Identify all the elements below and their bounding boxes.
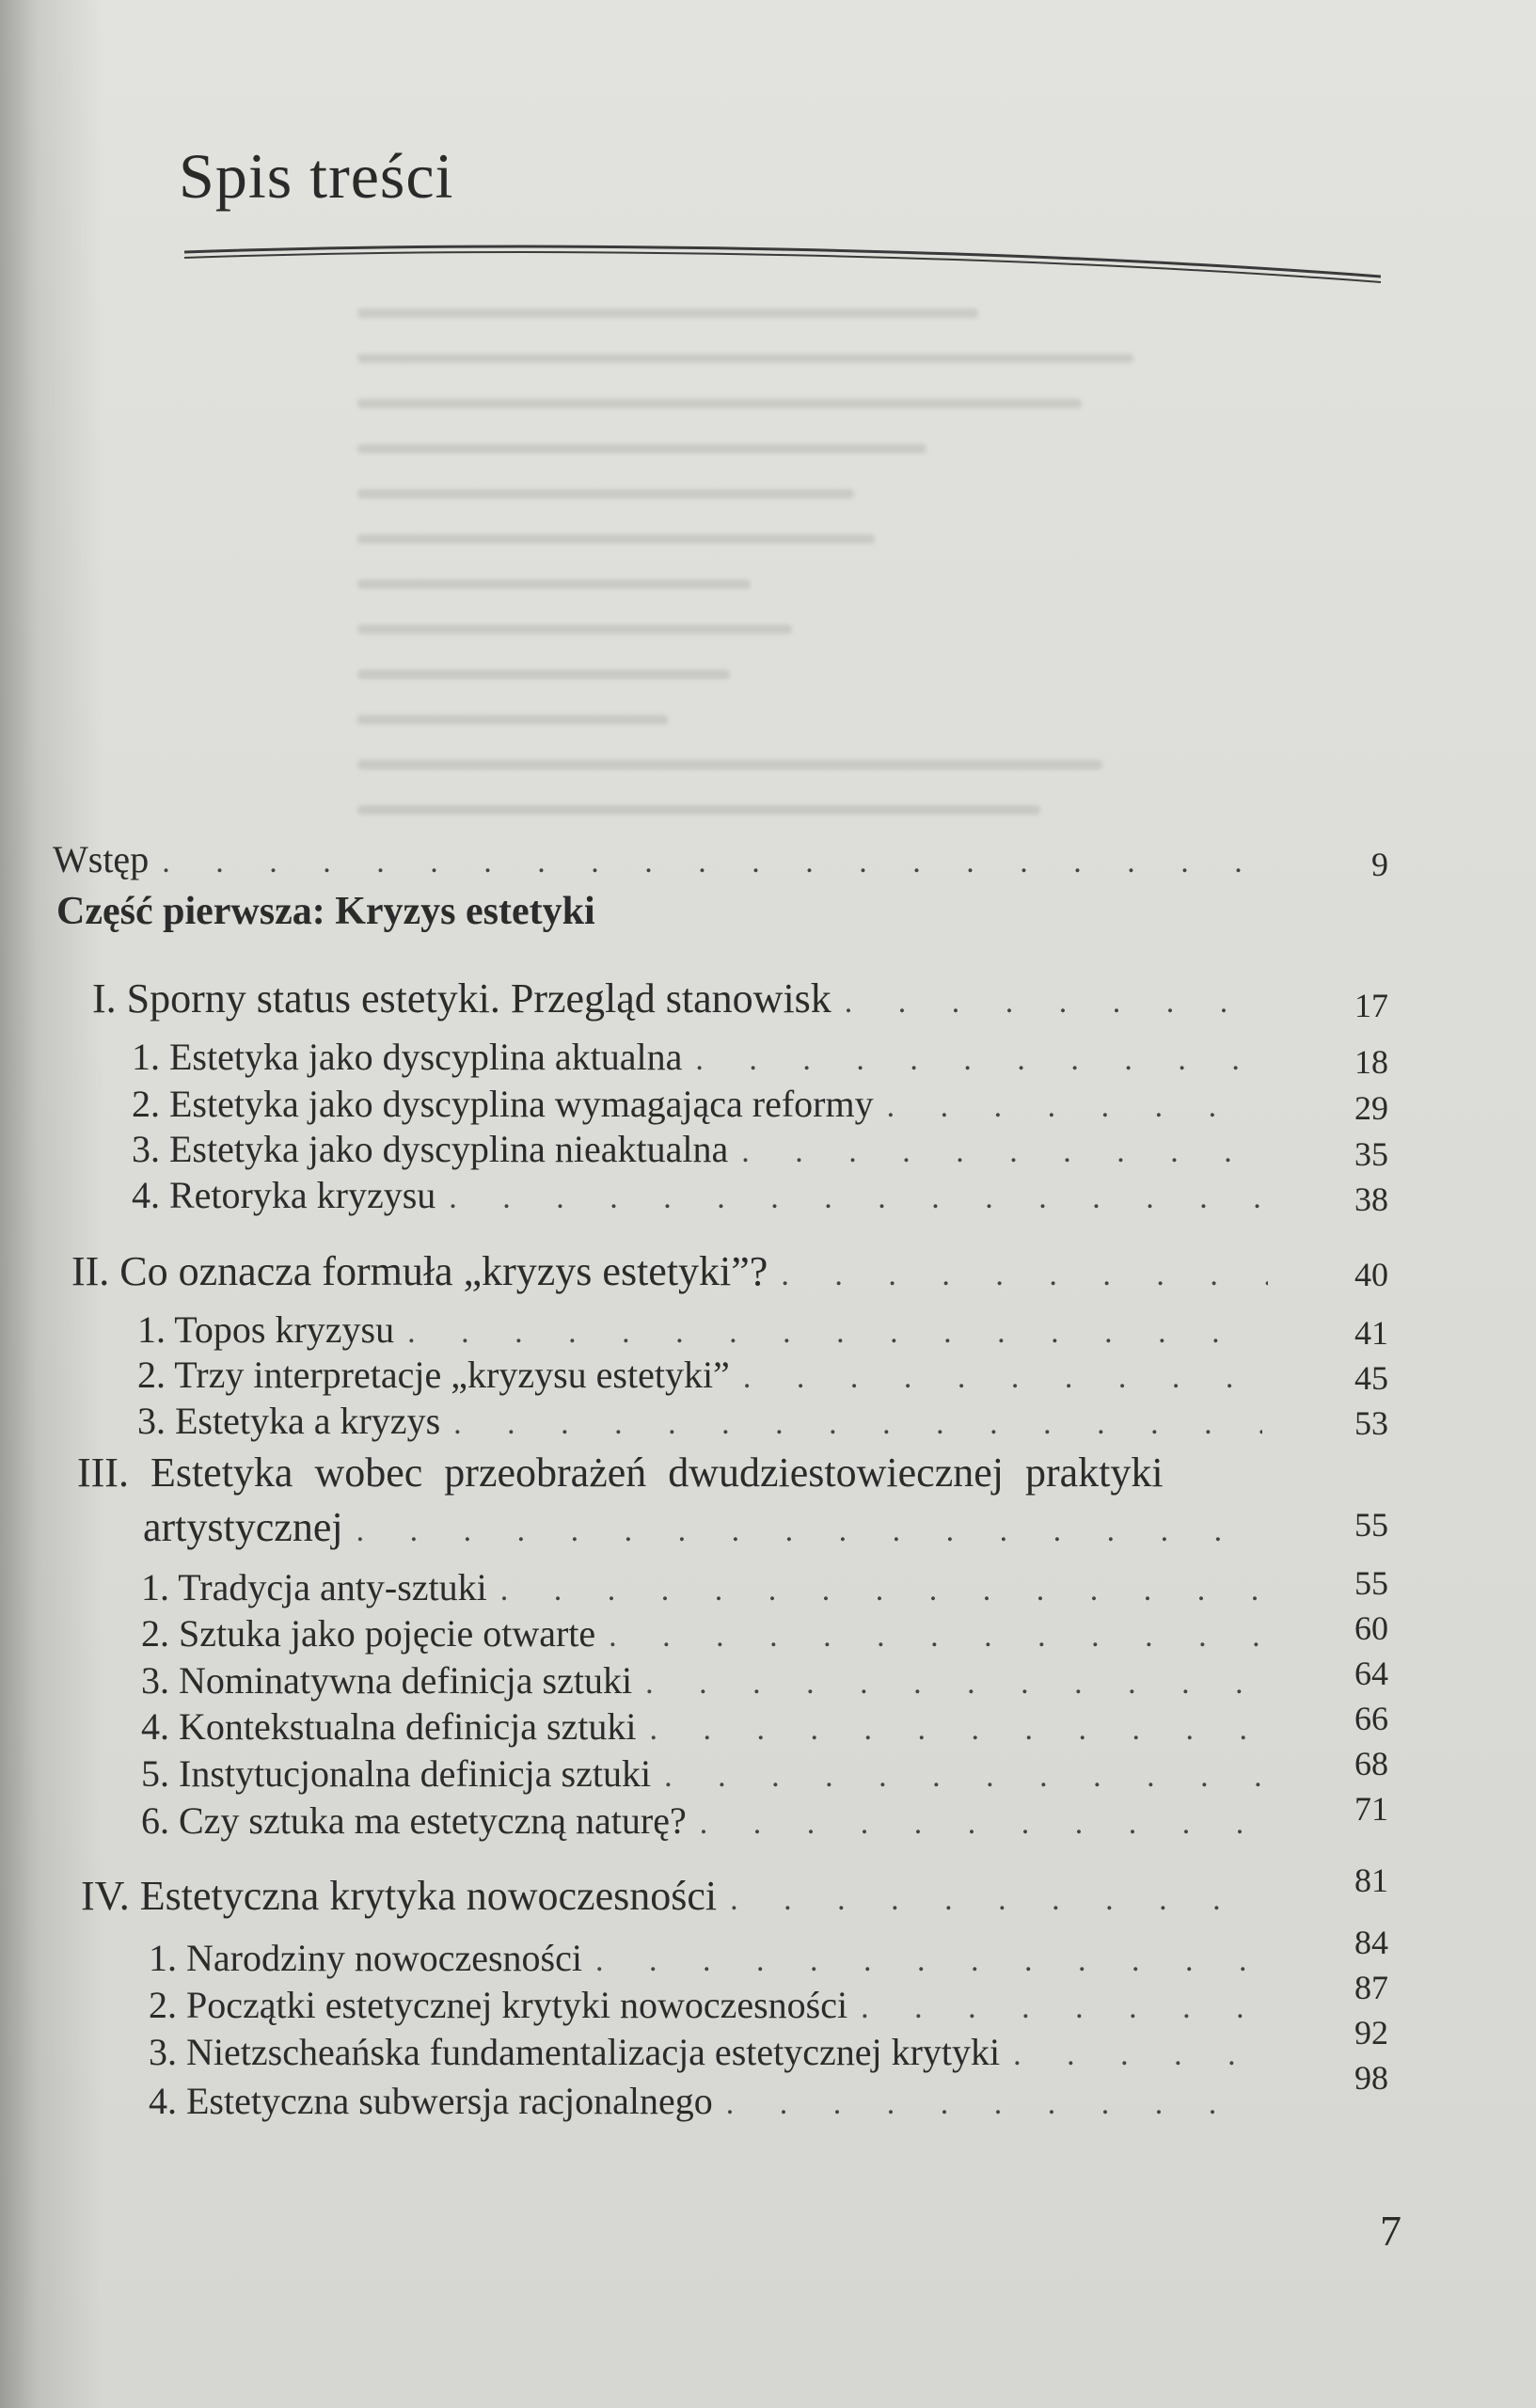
toc-section-label: 2. Sztuka jako pojęcie otwarte — [141, 1612, 596, 1655]
toc-section-label: 3. Estetyka jako dyscyplina nieaktualna — [132, 1128, 729, 1170]
leader-dots — [1013, 2036, 1264, 2075]
leader-dots — [861, 1989, 1264, 2028]
toc-section — [149, 2079, 1264, 2124]
toc-chapter-label: I. Sporny status estetyki. Przegląd stanowisk — [92, 975, 831, 1022]
toc-section-label: 3. Estetyka a kryzys — [137, 1400, 441, 1442]
toc-page-number: 81 — [1354, 1861, 1388, 1899]
toc-page-number: 98 — [1354, 2059, 1388, 2097]
toc-section — [141, 1565, 1262, 1610]
toc-chapter-label: IV. Estetyczna krytyka nowoczesności — [81, 1873, 718, 1919]
toc-section-label: 2. Trzy interpretacje „kryzysu estetyki” — [137, 1354, 730, 1396]
toc-section — [141, 1658, 1262, 1703]
toc-page-number: 55 — [1354, 1506, 1388, 1544]
toc-section-label: 4. Kontekstualna definicja sztuki — [141, 1705, 637, 1748]
toc-page-number: 68 — [1354, 1745, 1388, 1782]
toc-section-label: 4. Retoryka kryzysu — [132, 1174, 436, 1216]
leader-dots — [356, 1513, 1268, 1551]
toc-section — [132, 1082, 1260, 1127]
toc-section-label: 6. Czy sztuka ma estetyczną naturę? — [141, 1799, 687, 1842]
toc-page-number: 45 — [1354, 1359, 1388, 1397]
toc-page-number: 87 — [1354, 1969, 1388, 2006]
page-title: Spis treści — [179, 140, 454, 212]
leader-dots — [645, 1665, 1262, 1703]
leader-dots — [726, 2085, 1264, 2124]
toc-section — [141, 1704, 1262, 1750]
leader-dots — [664, 1758, 1262, 1797]
toc-page-number: 64 — [1354, 1655, 1388, 1692]
toc-chapter-4 — [81, 1872, 1268, 1922]
toc-chapter-label: III. Estetyka wobec przeobrażeń dwudziestowiecznej praktyki — [77, 1450, 1164, 1496]
toc-page-number: 66 — [1354, 1700, 1388, 1737]
leader-dots — [500, 1572, 1262, 1610]
toc-page-number: 17 — [1354, 987, 1388, 1024]
toc-page-number: 60 — [1354, 1609, 1388, 1647]
toc-section — [137, 1399, 1262, 1444]
toc-section-label: 1. Topos kryzysu — [137, 1308, 395, 1351]
leader-dots — [695, 1041, 1260, 1080]
toc-page-number: 35 — [1354, 1135, 1388, 1173]
leader-dots — [162, 844, 1266, 882]
toc-section — [137, 1353, 1262, 1398]
toc-page-number: 41 — [1354, 1314, 1388, 1352]
toc-page-number: 9 — [1371, 846, 1388, 883]
toc-section-label: 1. Tradycja anty-sztuki — [141, 1566, 487, 1608]
leader-dots — [609, 1618, 1262, 1656]
toc-page-number: 92 — [1354, 2014, 1388, 2052]
toc-section — [141, 1751, 1262, 1797]
toc-page-number: 55 — [1354, 1564, 1388, 1602]
toc-chapter-2 — [71, 1247, 1268, 1297]
toc-page-number: 29 — [1354, 1089, 1388, 1127]
toc-section-label: 3. Nominatywna definicja sztuki — [141, 1659, 633, 1702]
toc-section-label: 3. Nietzscheańska fundamentalizacja estetycznej krytyki — [149, 2031, 1001, 2073]
toc-section — [132, 1127, 1260, 1172]
leader-dots — [730, 1881, 1268, 1920]
toc-chapter-label: artystycznej — [143, 1504, 343, 1550]
part-heading: Część pierwsza: Kryzys estetyki — [56, 890, 595, 933]
leader-dots — [781, 1257, 1268, 1295]
toc-section-label: 5. Instytucjonalna definicja sztuki — [141, 1752, 652, 1795]
toc-chapter-3 — [77, 1449, 1272, 1498]
toc-page-number: 53 — [1354, 1404, 1388, 1442]
toc-page-number: 71 — [1354, 1790, 1388, 1828]
toc-section-label: 1. Narodziny nowoczesności — [149, 1937, 582, 1979]
toc-section — [149, 2030, 1264, 2075]
toc-chapter-1 — [92, 974, 1268, 1024]
page-number: 7 — [1380, 2207, 1401, 2255]
leader-dots — [741, 1133, 1260, 1172]
toc-chapter-label: II. Co oznacza formuła „kryzys estetyki”? — [71, 1248, 768, 1294]
leader-dots — [595, 1942, 1264, 1981]
leader-dots — [700, 1805, 1262, 1844]
toc-chapter-3-continued — [143, 1503, 1268, 1553]
toc-entry-label: Wstęp — [53, 838, 150, 880]
toc-section-label: 1. Estetyka jako dyscyplina aktualna — [132, 1036, 683, 1078]
toc-section — [149, 1936, 1264, 1981]
toc-section — [149, 1983, 1264, 2028]
leader-dots — [407, 1314, 1262, 1353]
toc-page-number: 40 — [1354, 1256, 1388, 1293]
toc-section — [132, 1173, 1260, 1218]
toc-section-label: 4. Estetyczna subwersja racjonalnego — [149, 2080, 713, 2122]
toc-page-number: 84 — [1354, 1924, 1388, 1961]
toc-section — [132, 1035, 1260, 1080]
toc-section — [137, 1307, 1262, 1353]
toc-page-number: 18 — [1354, 1043, 1388, 1081]
leader-dots — [449, 1180, 1260, 1218]
leader-dots — [887, 1088, 1260, 1127]
toc-section-label: 2. Estetyka jako dyscyplina wymagająca reformy — [132, 1083, 874, 1125]
leader-dots — [845, 984, 1268, 1022]
leader-dots — [453, 1405, 1262, 1444]
leader-dots — [650, 1711, 1262, 1750]
leader-dots — [743, 1359, 1262, 1398]
toc-section-label: 2. Początki estetycznej krytyki nowoczesności — [149, 1984, 848, 2026]
toc-entry-intro — [53, 837, 1266, 882]
toc-section — [141, 1611, 1262, 1656]
toc-page-number: 38 — [1354, 1180, 1388, 1218]
toc-section — [141, 1798, 1262, 1844]
